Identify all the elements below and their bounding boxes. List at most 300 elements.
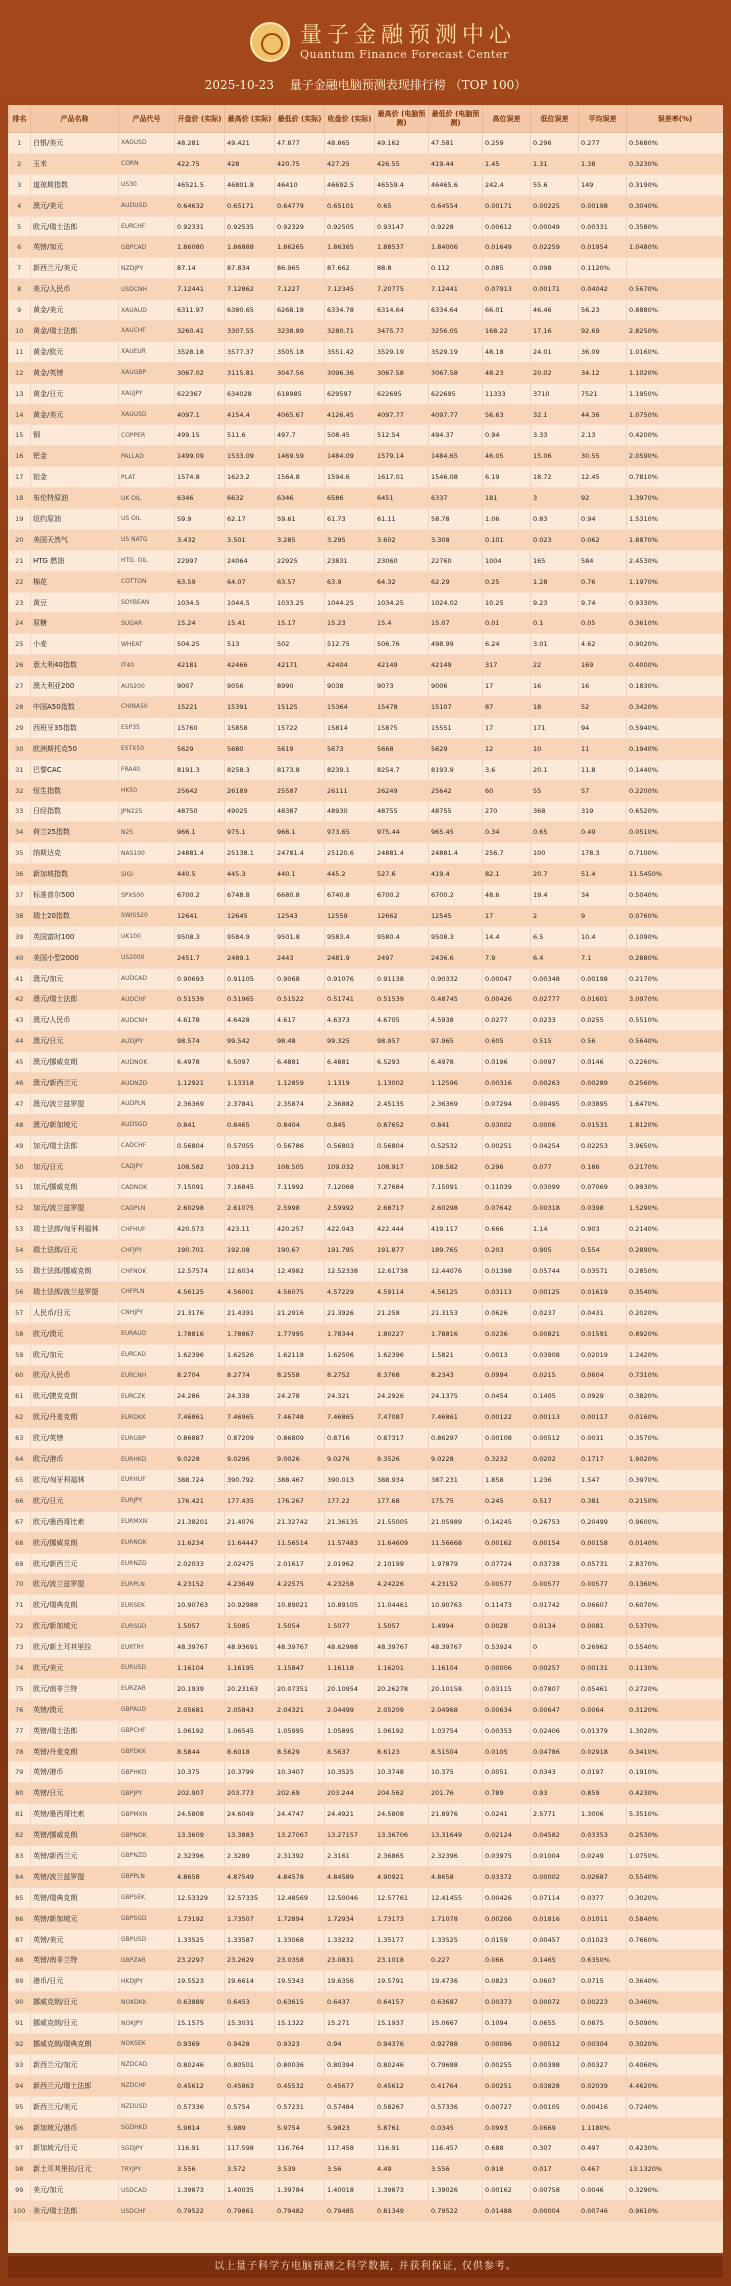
table-cell: US OIL: [119, 509, 175, 530]
table-cell: 0.277: [579, 133, 627, 154]
table-cell: 2.01962: [325, 1553, 375, 1574]
table-cell: AUDJPY: [119, 1031, 175, 1052]
table-cell: 9.0296: [225, 1449, 275, 1470]
table-cell: 新加坡元/港币: [31, 2117, 119, 2138]
table-cell: HK50: [119, 780, 175, 801]
table-cell: 铜: [31, 425, 119, 446]
table-cell: 42404: [325, 655, 375, 676]
table-cell: NOKJPY: [119, 2013, 175, 2034]
table-cell: 0.86887: [175, 1428, 225, 1449]
table-cell: 24.321: [325, 1386, 375, 1407]
table-cell: 1.62396: [375, 1344, 429, 1365]
table-cell: 93: [9, 2054, 31, 2075]
table-row: [9, 885, 724, 906]
table-cell: 6680.8: [275, 885, 325, 906]
table-cell: 1.15847: [275, 1658, 325, 1679]
table-cell: 6346: [175, 488, 225, 509]
table-row: [9, 488, 724, 509]
table-row: [9, 1762, 724, 1783]
table-cell: 13: [9, 383, 31, 404]
table-cell: 1034.5: [175, 592, 225, 613]
table-cell: EURCHF: [119, 216, 175, 237]
table-cell: AUDSGD: [119, 1114, 175, 1135]
table-cell: 1623.2: [225, 467, 275, 488]
table-cell: 497.7: [275, 425, 325, 446]
table-cell: 0.3820%: [627, 1386, 724, 1407]
table-cell: 190.701: [175, 1240, 225, 1261]
table-cell: 19.5523: [175, 1971, 225, 1992]
table-cell: 0.3290%: [627, 2180, 724, 2201]
table-cell: 48.23: [483, 362, 531, 383]
table-cell: 2.8250%: [627, 321, 724, 342]
table-cell: 0.00251: [483, 2075, 531, 2096]
table-cell: 1044.25: [325, 592, 375, 613]
table-cell: 6268.18: [275, 300, 325, 321]
table-cell: 0.00225: [531, 195, 579, 216]
table-cell: 0.00004: [531, 2201, 579, 2222]
table-cell: 2481.9: [325, 947, 375, 968]
table-cell: 1034.25: [375, 592, 429, 613]
table-cell: 4.6428: [225, 1010, 275, 1031]
table-cell: 48.39767: [175, 1637, 225, 1658]
table-cell: 人民币/日元: [31, 1302, 119, 1323]
table-cell: 109.032: [325, 1156, 375, 1177]
table-cell: 0.00318: [531, 1198, 579, 1219]
table-cell: 0.00577: [483, 1574, 531, 1595]
table-cell: 0.0064: [579, 1699, 627, 1720]
table-cell: 512.75: [325, 634, 375, 655]
table-cell: 51.4: [579, 864, 627, 885]
table-cell: 0.76: [579, 571, 627, 592]
table-cell: 0.00002: [531, 1866, 579, 1887]
table-cell: 87.14: [175, 258, 225, 279]
table-row: [9, 780, 724, 801]
table-cell: 65: [9, 1470, 31, 1491]
table-row: [9, 404, 724, 425]
table-cell: 4.23152: [429, 1574, 483, 1595]
table-cell: 11.56514: [275, 1532, 325, 1553]
table-cell: 10.90763: [175, 1595, 225, 1616]
table-cell: 美元/加元: [31, 2180, 119, 2201]
table-cell: 1.86888: [225, 237, 275, 258]
table-cell: 标准普尔500: [31, 885, 119, 906]
table-cell: CADNOK: [119, 1177, 175, 1198]
table-cell: NZDUSD: [119, 2096, 175, 2117]
table-cell: 61.11: [375, 509, 429, 530]
table-cell: 澳元/新加坡元: [31, 1114, 119, 1135]
table-cell: 39: [9, 926, 31, 947]
table-cell: 26189: [225, 780, 275, 801]
table-cell: 0.0196: [483, 1052, 531, 1073]
table-cell: 0.57231: [275, 2096, 325, 2117]
table-cell: USDCNH: [119, 279, 175, 300]
table-cell: 189.765: [429, 1240, 483, 1261]
table-cell: 6748.8: [225, 885, 275, 906]
table-cell: 23: [9, 592, 31, 613]
table-cell: 0.01601: [579, 989, 627, 1010]
table-cell: SOYBEAN: [119, 592, 175, 613]
table-row: [9, 1678, 724, 1699]
table-cell: 0.903: [579, 1219, 627, 1240]
table-row: [9, 1658, 724, 1679]
table-row: [9, 1261, 724, 1282]
table-cell: 4.6705: [375, 1010, 429, 1031]
table-cell: 4.56001: [225, 1281, 275, 1302]
table-cell: 2436.6: [429, 947, 483, 968]
table-cell: 0.03115: [483, 1678, 531, 1699]
table-cell: GBPUSD: [119, 1929, 175, 1950]
table-cell: 4.49: [375, 2159, 429, 2180]
table-cell: 46801.8: [225, 174, 275, 195]
table-cell: 42171: [275, 655, 325, 676]
table-cell: 7.12441: [429, 279, 483, 300]
table-cell: 8.2752: [325, 1365, 375, 1386]
table-cell: XAUUSD: [119, 404, 175, 425]
table-cell: 1.33525: [175, 1929, 225, 1950]
table-cell: 15.23: [325, 613, 375, 634]
table-cell: 440.5: [175, 864, 225, 885]
table-cell: 0.905: [531, 1240, 579, 1261]
table-cell: 29: [9, 717, 31, 738]
table-cell: 2.02033: [175, 1553, 225, 1574]
table-cell: 21.3176: [175, 1302, 225, 1323]
table-cell: SGDJPY: [119, 2138, 175, 2159]
table-cell: 新加坡指数: [31, 864, 119, 885]
footer-disclaimer: 以上量子科学方电脑预测之科学数据, 并获利保证, 仅供参考。: [8, 2256, 723, 2278]
table-cell: 1.86265: [275, 237, 325, 258]
table-row: [9, 1741, 724, 1762]
table-cell: 0.2850%: [627, 1261, 724, 1282]
table-cell: 24.01: [531, 341, 579, 362]
table-cell: 0.0345: [429, 2117, 483, 2138]
table-cell: 0.49: [579, 822, 627, 843]
table-cell: 加元/日元: [31, 1156, 119, 1177]
table-row: [9, 1302, 724, 1323]
table-cell: 7.47087: [375, 1407, 429, 1428]
table-cell: 34: [9, 822, 31, 843]
table-cell: 5.8761: [375, 2117, 429, 2138]
table-cell: 1004: [483, 550, 531, 571]
table-cell: 47.581: [429, 133, 483, 154]
table-cell: 99.325: [325, 1031, 375, 1052]
table-cell: 0.83: [531, 509, 579, 530]
table-cell: 52: [9, 1198, 31, 1219]
table-row: [9, 634, 724, 655]
table-cell: 英镑/港币: [31, 1762, 119, 1783]
table-cell: 9501.8: [275, 926, 325, 947]
table-cell: 7.1: [579, 947, 627, 968]
table-cell: 9584.9: [225, 926, 275, 947]
table-cell: 422.75: [175, 153, 225, 174]
table-cell: 10.375: [429, 1762, 483, 1783]
table-header-row: [9, 106, 724, 133]
table-cell: 19.4736: [429, 1971, 483, 1992]
table-cell: 1.1020%: [627, 362, 724, 383]
table-cell: 6.4978: [429, 1052, 483, 1073]
table-cell: 0.00257: [531, 1658, 579, 1679]
table-cell: 176.421: [175, 1490, 225, 1511]
table-cell: 10.89021: [275, 1595, 325, 1616]
table-cell: 8.6123: [375, 1741, 429, 1762]
table-cell: 澳元/挪威克朗: [31, 1052, 119, 1073]
table-cell: 12.57335: [225, 1887, 275, 1908]
table-cell: 319: [579, 801, 627, 822]
table-cell: 0.41764: [429, 2075, 483, 2096]
table-cell: 1024.02: [429, 592, 483, 613]
table-cell: [627, 2117, 724, 2138]
table-cell: 7.46865: [325, 1407, 375, 1428]
table-cell: EURSGD: [119, 1616, 175, 1637]
table-cell: 黄金/瑞士法郎: [31, 321, 119, 342]
table-cell: 12559: [325, 905, 375, 926]
table-cell: 19.6356: [325, 1971, 375, 1992]
table-cell: 0.3460%: [627, 1992, 724, 2013]
table-cell: 445.3: [225, 864, 275, 885]
table-cell: 1.84006: [429, 237, 483, 258]
table-cell: 387.231: [429, 1470, 483, 1491]
table-cell: 0.0215: [531, 1365, 579, 1386]
table-cell: 48387: [275, 801, 325, 822]
table-cell: 270: [483, 801, 531, 822]
table-cell: 1.1180%: [579, 2117, 627, 2138]
table-cell: 7.12862: [225, 279, 275, 300]
table-cell: 5629: [429, 738, 483, 759]
table-cell: 1.33525: [429, 1929, 483, 1950]
table-cell: 13.36706: [375, 1825, 429, 1846]
table-cell: 英镑/瑞士法郎: [31, 1720, 119, 1741]
table-row: [9, 2117, 724, 2138]
table-cell: 8.5844: [175, 1741, 225, 1762]
table-cell: 97.965: [429, 1031, 483, 1052]
table-cell: 意大利40指数: [31, 655, 119, 676]
table-cell: 1.236: [531, 1470, 579, 1491]
table-cell: 8254.7: [375, 759, 429, 780]
table-cell: 1.45: [483, 153, 531, 174]
table-cell: 168.22: [483, 321, 531, 342]
table-cell: 20: [9, 529, 31, 550]
table-cell: 0.0255: [579, 1010, 627, 1031]
table-cell: 419.44: [429, 153, 483, 174]
table-cell: 426.55: [375, 153, 429, 174]
table-cell: 6.4978: [175, 1052, 225, 1073]
table-cell: 98: [9, 2159, 31, 2180]
table-cell: 0.7240%: [627, 2096, 724, 2117]
table-cell: 6700.2: [429, 885, 483, 906]
table-cell: 15875: [375, 717, 429, 738]
table-cell: 3.295: [325, 529, 375, 550]
table-cell: 45: [9, 1052, 31, 1073]
table-cell: 88.8: [375, 258, 429, 279]
table-row: [9, 926, 724, 947]
table-cell: 0.5940%: [627, 717, 724, 738]
table-cell: 欧元/人民币: [31, 1365, 119, 1386]
table-cell: 1.77995: [275, 1323, 325, 1344]
table-cell: 1.16195: [225, 1658, 275, 1679]
table-cell: 94: [9, 2075, 31, 2096]
table-cell: 澳元/加元: [31, 968, 119, 989]
table-cell: 62.29: [429, 571, 483, 592]
table-cell: 0.00171: [483, 195, 531, 216]
table-cell: 59: [9, 1344, 31, 1365]
table-cell: 0.381: [579, 1490, 627, 1511]
table-cell: 0.9228: [429, 216, 483, 237]
table-cell: 92.69: [579, 321, 627, 342]
table-cell: 0.00612: [483, 216, 531, 237]
table-cell: 6334.64: [429, 300, 483, 321]
table-cell: 41: [9, 968, 31, 989]
table-cell: 24.4921: [325, 1804, 375, 1825]
table-cell: 0.00154: [531, 1532, 579, 1553]
table-cell: 11.64447: [225, 1532, 275, 1553]
table-cell: 72: [9, 1616, 31, 1637]
table-cell: 0.94376: [375, 2034, 429, 2055]
table-cell: 黄金/美元: [31, 300, 119, 321]
table-cell: 0.0160%: [627, 1407, 724, 1428]
table-row: [9, 592, 724, 613]
table-cell: 4.8658: [429, 1866, 483, 1887]
table-cell: 0.3040%: [627, 195, 724, 216]
table-cell: 0.00289: [579, 1073, 627, 1094]
table-cell: 0.01: [483, 613, 531, 634]
table-cell: 256.7: [483, 843, 531, 864]
table-cell: 中国A50指数: [31, 697, 119, 718]
table-cell: 8.5637: [325, 1741, 375, 1762]
table-cell: 0.51741: [325, 989, 375, 1010]
table-cell: 0.01488: [483, 2201, 531, 2222]
table-cell: 20.02: [531, 362, 579, 383]
table-cell: 0.01023: [579, 1929, 627, 1950]
table-cell: 11.56668: [429, 1532, 483, 1553]
table-cell: 22925: [275, 550, 325, 571]
table-row: [9, 697, 724, 718]
table-cell: 0.0454: [483, 1386, 531, 1407]
table-cell: 1.0750%: [627, 1846, 724, 1867]
table-cell: 0.01591: [579, 1323, 627, 1344]
table-cell: 新土耳其里拉/日元: [31, 2159, 119, 2180]
table-cell: 0.00198: [579, 968, 627, 989]
table-cell: 0.02918: [579, 1741, 627, 1762]
table-cell: 0.8716: [325, 1428, 375, 1449]
table-cell: 黄金/美元: [31, 404, 119, 425]
table-cell: 新西兰元/美元: [31, 258, 119, 279]
table-cell: 20.7: [531, 864, 579, 885]
table-cell: 12.48569: [275, 1887, 325, 1908]
table-cell: 4.23258: [325, 1574, 375, 1595]
table-cell: 6.5097: [225, 1052, 275, 1073]
table-cell: 0.0202: [531, 1449, 579, 1470]
table-cell: 15551: [429, 717, 483, 738]
table-cell: 56.63: [483, 404, 531, 425]
table-cell: 0.11473: [483, 1595, 531, 1616]
table-cell: 挪威克朗/日元: [31, 1992, 119, 2013]
table-cell: 1.1950%: [627, 383, 724, 404]
table-cell: GBPPLN: [119, 1866, 175, 1887]
table-cell: 0.2200%: [627, 780, 724, 801]
table-cell: 1.33232: [325, 1929, 375, 1950]
table-cell: 纽约原油: [31, 509, 119, 530]
table-cell: 0.56: [579, 1031, 627, 1052]
table-cell: 0.91105: [225, 968, 275, 989]
table-cell: 3256.05: [429, 321, 483, 342]
table-cell: 3.308: [429, 529, 483, 550]
table-cell: 0.93: [531, 1783, 579, 1804]
table-cell: 0.79522: [429, 2201, 483, 2222]
table-row: [9, 1407, 724, 1428]
table-cell: 99: [9, 2180, 31, 2201]
table-cell: 0.00577: [531, 1574, 579, 1595]
table-cell: 15221: [175, 697, 225, 718]
table-row: [9, 968, 724, 989]
table-cell: 87: [483, 697, 531, 718]
table-cell: 12.52338: [325, 1261, 375, 1282]
table-cell: 629597: [325, 383, 375, 404]
table-cell: 1546.08: [429, 467, 483, 488]
table-cell: CNHJPY: [119, 1302, 175, 1323]
table-cell: 52: [579, 697, 627, 718]
table-cell: 欧元/墨西哥比索: [31, 1511, 119, 1532]
table-cell: 0.605: [483, 1031, 531, 1052]
table-cell: 85: [9, 1887, 31, 1908]
table-cell: EURCZK: [119, 1386, 175, 1407]
table-cell: 508.45: [325, 425, 375, 446]
table-cell: ESTX50: [119, 738, 175, 759]
table-cell: 0.017: [531, 2159, 579, 2180]
table-row: [9, 676, 724, 697]
table-cell: 1.31: [531, 153, 579, 174]
table-cell: 1.3006: [579, 1804, 627, 1825]
table-cell: 6380.65: [225, 300, 275, 321]
table-cell: 0.56786: [275, 1135, 325, 1156]
table-cell: 0.57484: [325, 2096, 375, 2117]
table-cell: 3.572: [225, 2159, 275, 2180]
table-cell: 0.01379: [579, 1720, 627, 1741]
table-cell: 1.16118: [325, 1658, 375, 1679]
table-cell: 0.4230%: [627, 2138, 724, 2159]
table-cell: 1564.8: [275, 467, 325, 488]
table-cell: 7.12068: [325, 1177, 375, 1198]
table-cell: 15.1937: [375, 2013, 429, 2034]
table-cell: 38: [9, 905, 31, 926]
table-cell: CHFPLN: [119, 1281, 175, 1302]
table-cell: 48.39767: [275, 1637, 325, 1658]
table-cell: 0.0626: [483, 1302, 531, 1323]
table-cell: 1.73192: [175, 1908, 225, 1929]
table-cell: WHEAT: [119, 634, 175, 655]
table-cell: 35: [9, 843, 31, 864]
table-cell: 63.9: [325, 571, 375, 592]
table-cell: 202.69: [275, 1783, 325, 1804]
table-cell: 1.13002: [375, 1073, 429, 1094]
table-cell: 48.39767: [375, 1637, 429, 1658]
table-row: [9, 1470, 724, 1491]
table-cell: 4097.77: [375, 404, 429, 425]
table-cell: 25138.1: [225, 843, 275, 864]
table-cell: 0.3120%: [627, 1699, 724, 1720]
table-cell: 3710: [531, 383, 579, 404]
table-cell: 0.5640%: [627, 1031, 724, 1052]
table-cell: 3115.81: [225, 362, 275, 383]
table-cell: 0.00096: [483, 2034, 531, 2055]
table-cell: 1.40018: [325, 2180, 375, 2201]
table-row: [9, 216, 724, 237]
table-cell: 0.57336: [175, 2096, 225, 2117]
table-cell: 13.27157: [325, 1825, 375, 1846]
table-cell: 1.05895: [325, 1720, 375, 1741]
table-cell: 109.213: [225, 1156, 275, 1177]
table-row: [9, 1073, 724, 1094]
table-cell: 0.45612: [375, 2075, 429, 2096]
table-row: [9, 1637, 724, 1658]
